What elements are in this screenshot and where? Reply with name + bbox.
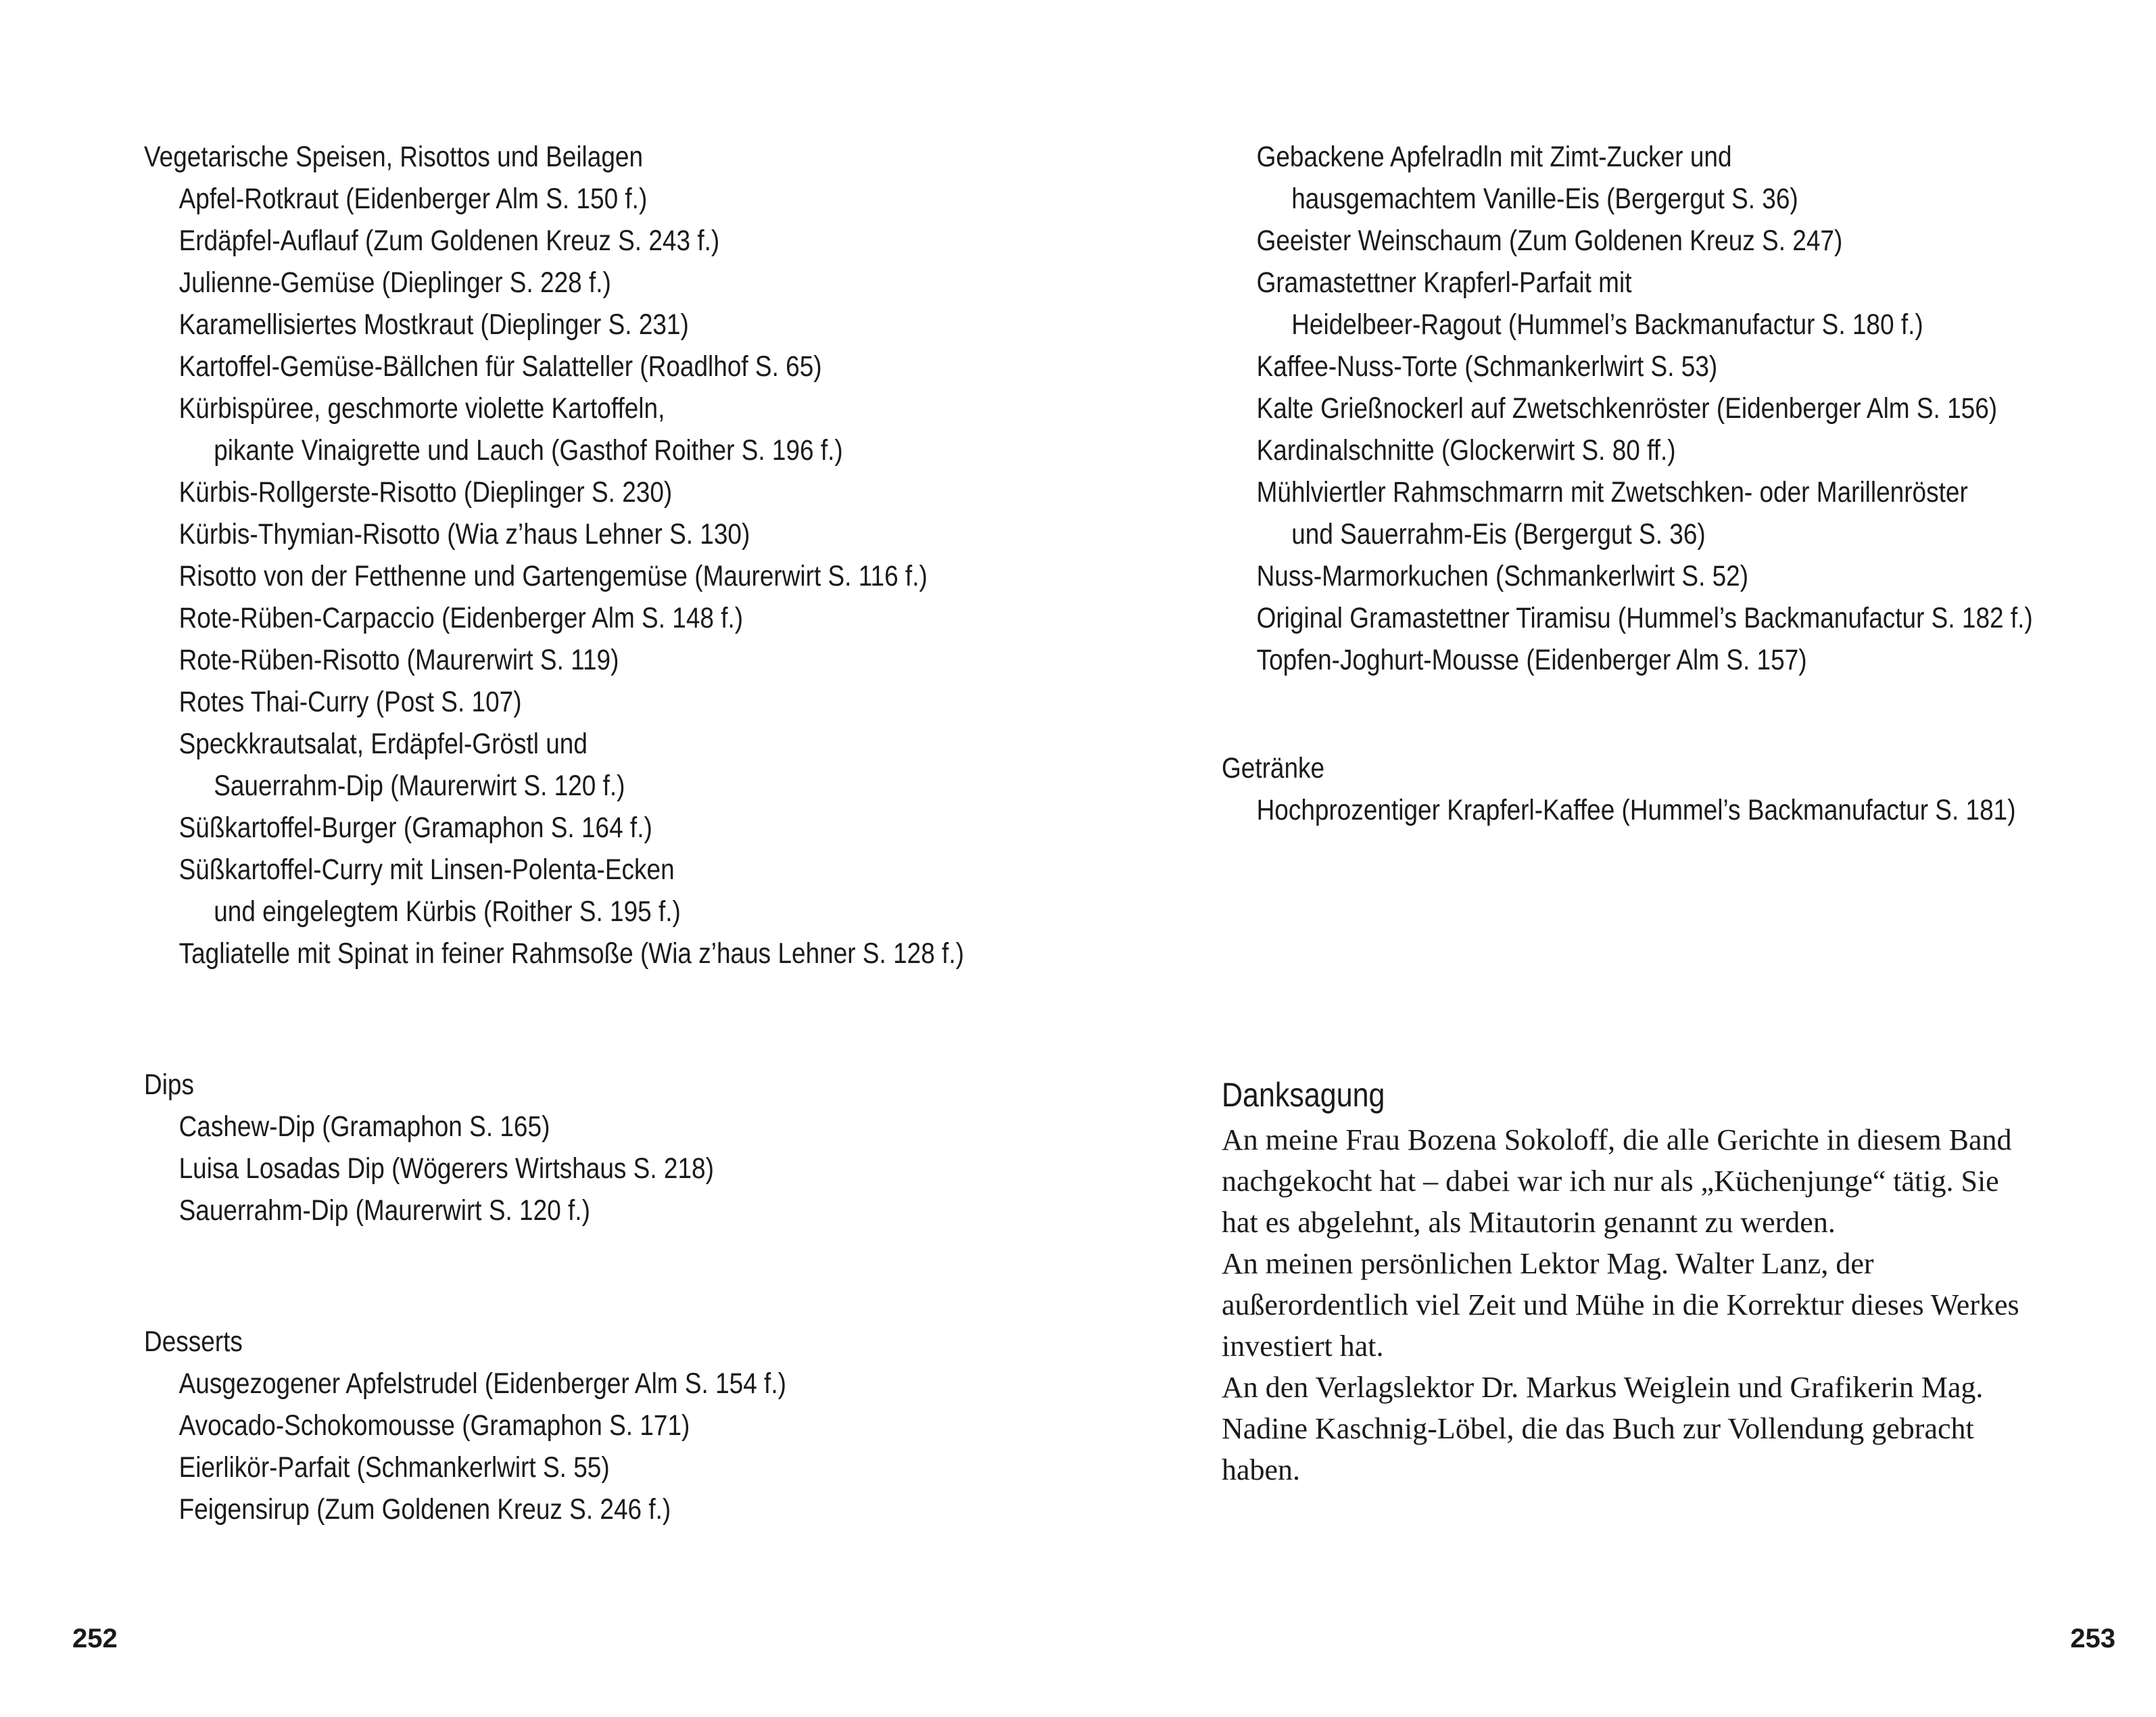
- index-entry-text: Nuss-Marmorkuchen (Schmankerlwirt S. 52): [1256, 560, 1749, 592]
- index-entry: [144, 1363, 917, 1405]
- danksagung-heading: Danksagung: [1222, 1076, 1385, 1114]
- index-entry: [144, 387, 917, 471]
- index-entry-continuation: und Sauerrahm-Eis (Bergergut S. 36): [1291, 518, 1706, 550]
- index-entry-text: Kartoffel-Gemüse-Bällchen für Salatteller (Roadlhof S. 65): [178, 350, 822, 383]
- index-entry: [144, 1488, 917, 1530]
- index-entry-text: Gebackene Apfelradln mit Zimt-Zucker und: [1256, 141, 1732, 173]
- index-entry: [1222, 555, 1995, 597]
- index-entry-text: Apfel-Rotkraut (Eidenberger Alm S. 150 f.): [178, 183, 648, 215]
- index-entry: [144, 513, 917, 555]
- index-entry-text: Rotes Thai-Curry (Post S. 107): [178, 686, 522, 718]
- index-entry: [1222, 639, 1995, 681]
- index-entry-text: Feigensirup (Zum Goldenen Kreuz S. 246 f.): [178, 1493, 671, 1526]
- index-entry: [144, 178, 917, 220]
- index-entry-text: Mühlviertler Rahmschmarrn mit Zwetschken- oder Marillenröster: [1256, 476, 1968, 509]
- index-entry: [1222, 471, 1995, 555]
- index-entry-continuation: und eingelegtem Kürbis (Roither S. 195 f.): [214, 895, 681, 928]
- left-column: [144, 136, 1043, 1530]
- entry-list: [1222, 789, 2121, 831]
- index-entry-text: Kürbis-Thymian-Risotto (Wia z’haus Lehner S. 130): [178, 518, 750, 550]
- index-entry-text: Topfen-Joghurt-Mousse (Eidenberger Alm S. 157): [1256, 644, 1807, 676]
- index-entry: [144, 1405, 917, 1446]
- index-entry-continuation: Sauerrahm-Dip (Maurerwirt S. 120 f.): [214, 770, 625, 802]
- index-entry: [144, 304, 917, 346]
- danksagung-paragraph: An meinen persönlichen Lektor Mag. Walter Lanz, der außerordentlich viel Zeit und Mühe in die Korrektur dieses Werkes investiert hat.: [1222, 1247, 2019, 1363]
- index-entry-text: Süßkartoffel-Curry mit Linsen-Polenta-Ecken: [178, 853, 675, 886]
- index-entry-text: Kalte Grießnockerl auf Zwetschkenröster (Eidenberger Alm S. 156): [1256, 392, 1998, 425]
- index-entry: [144, 1446, 917, 1488]
- index-entry: [1222, 789, 2016, 831]
- index-entry-text: Eierlikör-Parfait (Schmankerlwirt S. 55): [178, 1451, 610, 1484]
- index-entry-text: Kürbispüree, geschmorte violette Kartoffeln,: [178, 392, 665, 425]
- index-entry-text: Gramastettner Krapferl-Parfait mit: [1256, 266, 1632, 299]
- index-entry-text: Rote-Rüben-Risotto (Maurerwirt S. 119): [178, 644, 619, 676]
- index-entry-text: Speckkrautsalat, Erdäpfel-Gröstl und: [178, 728, 588, 760]
- index-entry-text: Cashew-Dip (Gramaphon S. 165): [178, 1110, 550, 1143]
- danksagung-paragraph: An den Verlagslektor Dr. Markus Weiglein und Grafikerin Mag. Nadine Kaschnig-Löbel, die das Buch zur Vollendung gebracht haben.: [1222, 1371, 1984, 1486]
- index-entry: [144, 1190, 917, 1231]
- index-entry-continuation: Heidelbeer-Ragout (Hummel’s Backmanufactur S. 180 f.): [1291, 308, 1923, 341]
- index-entry-text: Kardinalschnitte (Glockerwirt S. 80 ff.): [1256, 434, 1676, 467]
- index-entry-continuation: pikante Vinaigrette und Lauch (Gasthof Roither S. 196 f.): [214, 434, 843, 467]
- index-entry-text: Tagliatelle mit Spinat in feiner Rahmsoße (Wia z’haus Lehner S. 128 f.): [178, 937, 964, 970]
- right-column: [1222, 136, 2121, 1490]
- index-entry-text: Erdäpfel-Auflauf (Zum Goldenen Kreuz S. 243 f.): [178, 225, 720, 257]
- section-danksagung: [1222, 1071, 2121, 1490]
- section-getraenke: [1222, 747, 2121, 831]
- index-entry: [144, 555, 928, 597]
- index-entry-text: Geeister Weinschaum (Zum Goldenen Kreuz S. 247): [1256, 225, 1843, 257]
- index-entry: [144, 1148, 917, 1190]
- index-entry-text: Avocado-Schokomousse (Gramaphon S. 171): [178, 1409, 690, 1442]
- index-entry: [1222, 220, 1995, 262]
- index-entry-text: Kürbis-Rollgerste-Risotto (Dieplinger S. 230): [178, 476, 673, 509]
- index-entry: [144, 597, 917, 639]
- section-dips: [144, 1064, 1043, 1231]
- danksagung-paragraph: An meine Frau Bozena Sokoloff, die alle Gerichte in diesem Band nachgekocht hat – dabei war ich nur als „Küchenjunge“ tätig. Sie hat es abgelehnt, als Mitautorin genannt zu werden.: [1222, 1123, 2012, 1239]
- index-entry-text: Ausgezogener Apfelstrudel (Eidenberger Alm S. 154 f.): [178, 1367, 786, 1400]
- index-entry: [144, 807, 917, 849]
- index-entry: [144, 1106, 917, 1148]
- index-entry: [1222, 597, 2033, 639]
- index-entry-text: Kaffee-Nuss-Torte (Schmankerlwirt S. 53): [1256, 350, 1718, 383]
- entry-list: [144, 178, 1043, 974]
- section-heading: Desserts: [144, 1325, 243, 1358]
- index-entry: [144, 933, 964, 974]
- index-entry: [144, 471, 917, 513]
- index-entry-continuation: hausgemachtem Vanille-Eis (Bergergut S. 36): [1291, 183, 1798, 215]
- right-page: [1078, 0, 2156, 1717]
- section-heading: Dips: [144, 1068, 194, 1101]
- page-number: 253: [2070, 1624, 2115, 1653]
- section-heading: Vegetarische Speisen, Risottos und Beilagen: [144, 141, 644, 173]
- index-entry-text: Karamellisiertes Mostkraut (Dieplinger S. 231): [178, 308, 689, 341]
- index-entry-text: Rote-Rüben-Carpaccio (Eidenberger Alm S. 148 f.): [178, 602, 744, 634]
- page-number: 252: [72, 1624, 118, 1653]
- index-entry: [1222, 429, 1995, 471]
- index-entry-text: Luisa Losadas Dip (Wögerers Wirtshaus S. 218): [178, 1152, 714, 1185]
- entry-list: [144, 1106, 1043, 1231]
- index-entry-text: Risotto von der Fetthenne und Gartengemüse (Maurerwirt S. 116 f.): [178, 560, 928, 592]
- index-entry: [144, 220, 917, 262]
- section-vegetarisch: [144, 136, 1043, 974]
- section-desserts: [144, 1321, 1043, 1530]
- index-entry-text: Sauerrahm-Dip (Maurerwirt S. 120 f.): [178, 1194, 590, 1227]
- index-entry-text: Julienne-Gemüse (Dieplinger S. 228 f.): [178, 266, 611, 299]
- index-entry-text: Süßkartoffel-Burger (Gramaphon S. 164 f.): [178, 812, 652, 844]
- index-entry: [1222, 387, 1998, 429]
- section-desserts-continued: [1222, 136, 2121, 681]
- index-entry: [144, 639, 917, 681]
- index-entry: [144, 681, 917, 723]
- entry-list: [1222, 136, 2121, 681]
- index-entry: [1222, 262, 1995, 346]
- index-entry: [144, 723, 917, 807]
- entry-list: [144, 1363, 1043, 1530]
- index-entry: [1222, 136, 1995, 220]
- index-entry: [144, 849, 917, 933]
- index-entry: [1222, 346, 1995, 387]
- danksagung-text: [1222, 1119, 2019, 1490]
- index-entry: [144, 346, 917, 387]
- index-entry: [144, 262, 917, 304]
- index-entry-text: Hochprozentiger Krapferl-Kaffee (Hummel’s Backmanufactur S. 181): [1256, 794, 2016, 826]
- index-entry-text: Original Gramastettner Tiramisu (Hummel’s Backmanufactur S. 182 f.): [1256, 602, 2033, 634]
- section-heading: Getränke: [1222, 752, 1325, 784]
